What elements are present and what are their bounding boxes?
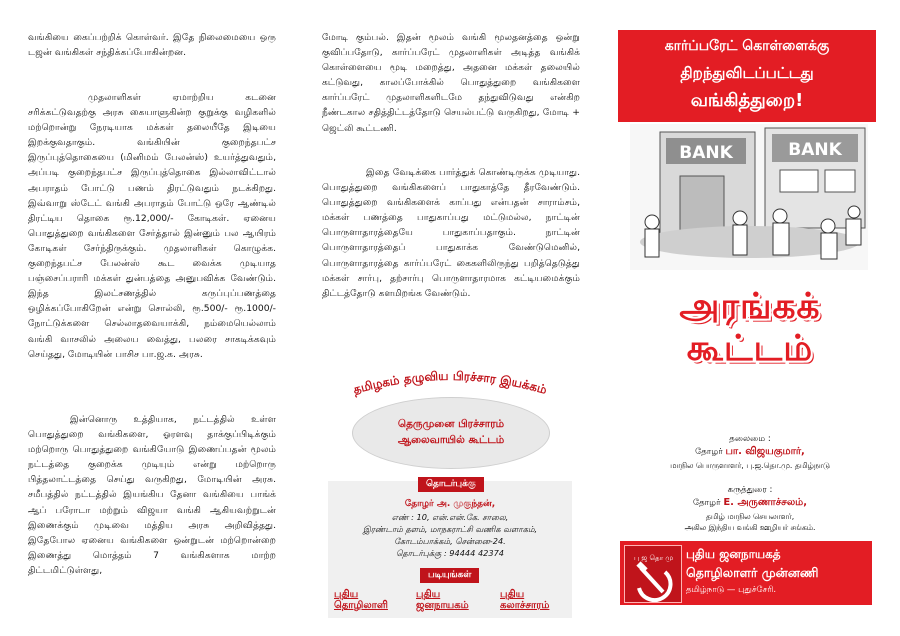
contact-address-2: இரண்டாம் தளம், மாநகராட்சி வணிக வளாகம்,	[362, 524, 538, 534]
right-column	[600, 0, 900, 636]
publications-label: படியுங்கள்	[420, 568, 479, 583]
headline-banner	[618, 30, 876, 122]
left-paragraph-1: வங்கியை கைப்பற்றிக் கொள்வர். இதே நிலைமையை ஒரு டஜன் வங்கிகள் சந்திக்கப்போகின்றன.	[28, 32, 276, 59]
meeting-title-line-1: அரங்கக்	[679, 286, 821, 327]
speaker-label: கருத்துரை :	[727, 485, 773, 495]
publication-2: புதிய ஜனநாயகம்	[416, 589, 469, 611]
chair-label: தலைமை :	[729, 434, 771, 444]
meeting-title-line-2: கூட்டம்	[686, 328, 814, 369]
org-logo-letters: பு ஜ தொ மு	[634, 554, 674, 562]
middle-paragraph-2: இதை வேடிக்கை பார்த்துக் கொண்டிருக்க முடியாது. பொதுத்துறை வங்கிகளைப் பாதுகாத்தே தீரவேண்டும். பொதுத்துறை வங்கிகளைக் காப்பது என்பதன் சாராம்சம், மக்கள் பணத்தை பாதுகாப்பது மட்டுமல்ல, நாட்டின் பொருளாதாரத்தையே பாதுகாப்பதாகும். நாட்டின் பொருளாதாரத்தைப் பாதுகாக்க வேண்டுமெனில், பொருளாதாரத்தை கார்ப்பரேட் கைகளிலிருந்து பறித்தெடுத்து மக்கள் சார்பு, தற்சார்பு பொருளாதாரமாக கட்டியமைக்கும் திட்டத்தோடு களமிறங்க வேண்டும்.	[322, 167, 580, 299]
speaker-prefix: தோழர்	[692, 498, 721, 508]
bank-sign-2-text: BANK	[788, 140, 842, 160]
headline-line-3: வங்கித்துறை!	[690, 90, 804, 111]
middle-paragraph-1: மோடி கும்பல். இதன் மூலம் வங்கி மூலதனத்தை ஒன்று குவிப்பதோடு, கார்ப்பரேட் முதலாளிகள் அடித்த வங்கிக் கொள்ளையை மூடி மறைத்து, அதனை மக்கள் தலையில் கட்டுவது, காலப்போக்கில் பொதுத்துறை வங்கிகளை கார்ப்பரேட் முதலாளிகளிடமே தந்துவிடுவது என்கிற நீண்டகால சதித்திட்டத்தோடு செயல்பட்டு வருகிறது, மோடி + ஜெட்லி கூட்டணி.	[322, 32, 580, 134]
speaker-role-1: தமிழ் மாநில செயலாளர்,	[705, 512, 795, 521]
hammer-sickle-logo-icon	[624, 545, 682, 603]
left-column	[0, 0, 300, 636]
publication-1: புதிய தொழிலாளி	[334, 589, 388, 611]
chair-name: பா. விஜயகுமார்,	[725, 446, 805, 457]
org-name-line-1: புதிய ஜனநாயகத்	[686, 547, 781, 561]
organization-box	[620, 541, 872, 605]
org-name-line-2: தொழிலாளர் முன்னணி	[686, 565, 819, 580]
campaign-arc-text: தமிழகம் தழுவிய பிரச்சார இயக்கம்	[351, 368, 549, 397]
chair-name-line	[600, 446, 900, 458]
contact-name: தோழர் அ. முகுந்தன்,	[404, 499, 496, 509]
chair-role: மாநில பொருளாளர், பு.ஜ.தொ.மு. தமிழ்நாடு	[670, 461, 830, 470]
oval-line-2: ஆலைவாயில் கூட்டம்	[397, 434, 505, 446]
left-paragraph-2: முதலாளிகள் ஏமாற்றிய கடனை சரிக்கட்டுவதற்கு அரசு கையாளுகின்ற குறுக்கு வழிகளில் மற்றொன்று நேரடியாக மக்கள் தலையீதே இடியை இறக்குவதாகும். வங்கியின் குறைந்தபட்ச இருப்புத்தொகையை (மினிமம் பேலன்ஸ்) உயர்த்துவதும், அப்படி குறைந்தபட்ச இருப்புத்தொகை இல்லாவிட்டால் அபராதம் போட்டு பணம் திரட்டுவதும் நடக்கிறது. இவ்வாறு ஸ்டேட் வங்கி அபராதம் போட்டு ஒரே ஆண்டில் திரட்டிய தொகை ரூ.12,000/- கோடிகள். ஏனைய பொதுத்துறை வங்கிகளை சேர்த்தால் இன்னும் பல ஆயிரம் கோடிகள் சேர்ந்திருக்கும். முதலாளிகள் கொழுக்க. குறைந்தபட்ச பேலன்ஸ் கூட வைக்க முடியாத பஞ்சைப்பராரி மக்கள் துன்பத்தை அனுபவிக்க வேண்டும். இந்த இலட்சணத்தில் கருப்புப்பணத்தை ஒழிக்கப்போகிறேன் என்று சொல்லி, ரூ.500/- ரூ.1000/- நோட்டுக்களை செல்லாதவையாக்கி, நம்மையெல்லாம் வங்கி வாசலில் அலைய வைத்து, பலரை சாகடிக்கவும் செய்தது, மோடியின் பாசிச பா.ஜ.க. அரசு.	[28, 92, 276, 360]
speaker-name: E. அருணாச்சலம்,	[723, 497, 807, 508]
org-region: தமிழ்நாடு — புதுச்சேரி.	[686, 585, 777, 595]
campaign-oval	[352, 397, 550, 469]
contact-address-3: கோடம்பாக்கம், சென்னை-24.	[394, 536, 506, 546]
contact-phone: தொடர்புக்கு : 94444 42374	[396, 548, 504, 558]
left-paragraph-3: இன்னொரு உத்தியாக, நட்டத்தில் உள்ள பொதுத்துறை வங்கிகளை, ஓரளவு தாக்குப்பிடிக்கும் மற்றொரு பொதுத்துறை வங்கியோடு இணைப்பதன் மூலம் நட்டத்தை குறைக்க முடியும் என்று மற்றொரு பித்தலாட்டத்தை செய்து வருகிறது, மோடியின் அரசு. சமீபத்தில் நட்டத்தில் இயங்கிய தேனா வங்கியை பாங்க் ஆப் பரோடா மற்றும் விஜயா வங்கி ஆகியவற்றுடன் இணைக்கும் முடிவை மத்திய அரசு அறிவித்தது. இதேபோல ஏனைய வங்கிகளை ஒன்றுடன் மற்றொன்றை இணைத்து மொத்தம் 7 வங்கிகளாக மாற்ற திட்டமிட்டுள்ளது,	[28, 414, 276, 576]
middle-column	[300, 0, 600, 636]
oval-line-1: தெருமுனை பிரச்சாரம்	[397, 418, 505, 430]
headline-line-2: திறந்துவிடப்பட்டது	[680, 64, 814, 82]
contact-label: தொடர்புக்கு	[418, 477, 484, 492]
speaker-role-2: அகில இந்திய வங்கி ஊழியர் சங்கம்.	[684, 523, 816, 532]
headline-line-1: கார்ப்பரேட் கொள்ளைக்கு	[664, 38, 830, 54]
svg-text:தமிழகம் தழுவிய பிரச்சார இயக்கம	[351, 369, 548, 398]
publication-3: புதிய கலாச்சாரம்	[500, 589, 550, 611]
speaker-name-line	[600, 497, 900, 509]
bank-sign-1-text: BANK	[679, 143, 733, 163]
contact-address-1: எண் : 10, என்.என்.கே. சாலை,	[391, 512, 509, 522]
contact-box	[328, 481, 572, 618]
chair-prefix: தோழர்	[695, 447, 723, 457]
bank-cartoon-illustration	[630, 124, 868, 270]
